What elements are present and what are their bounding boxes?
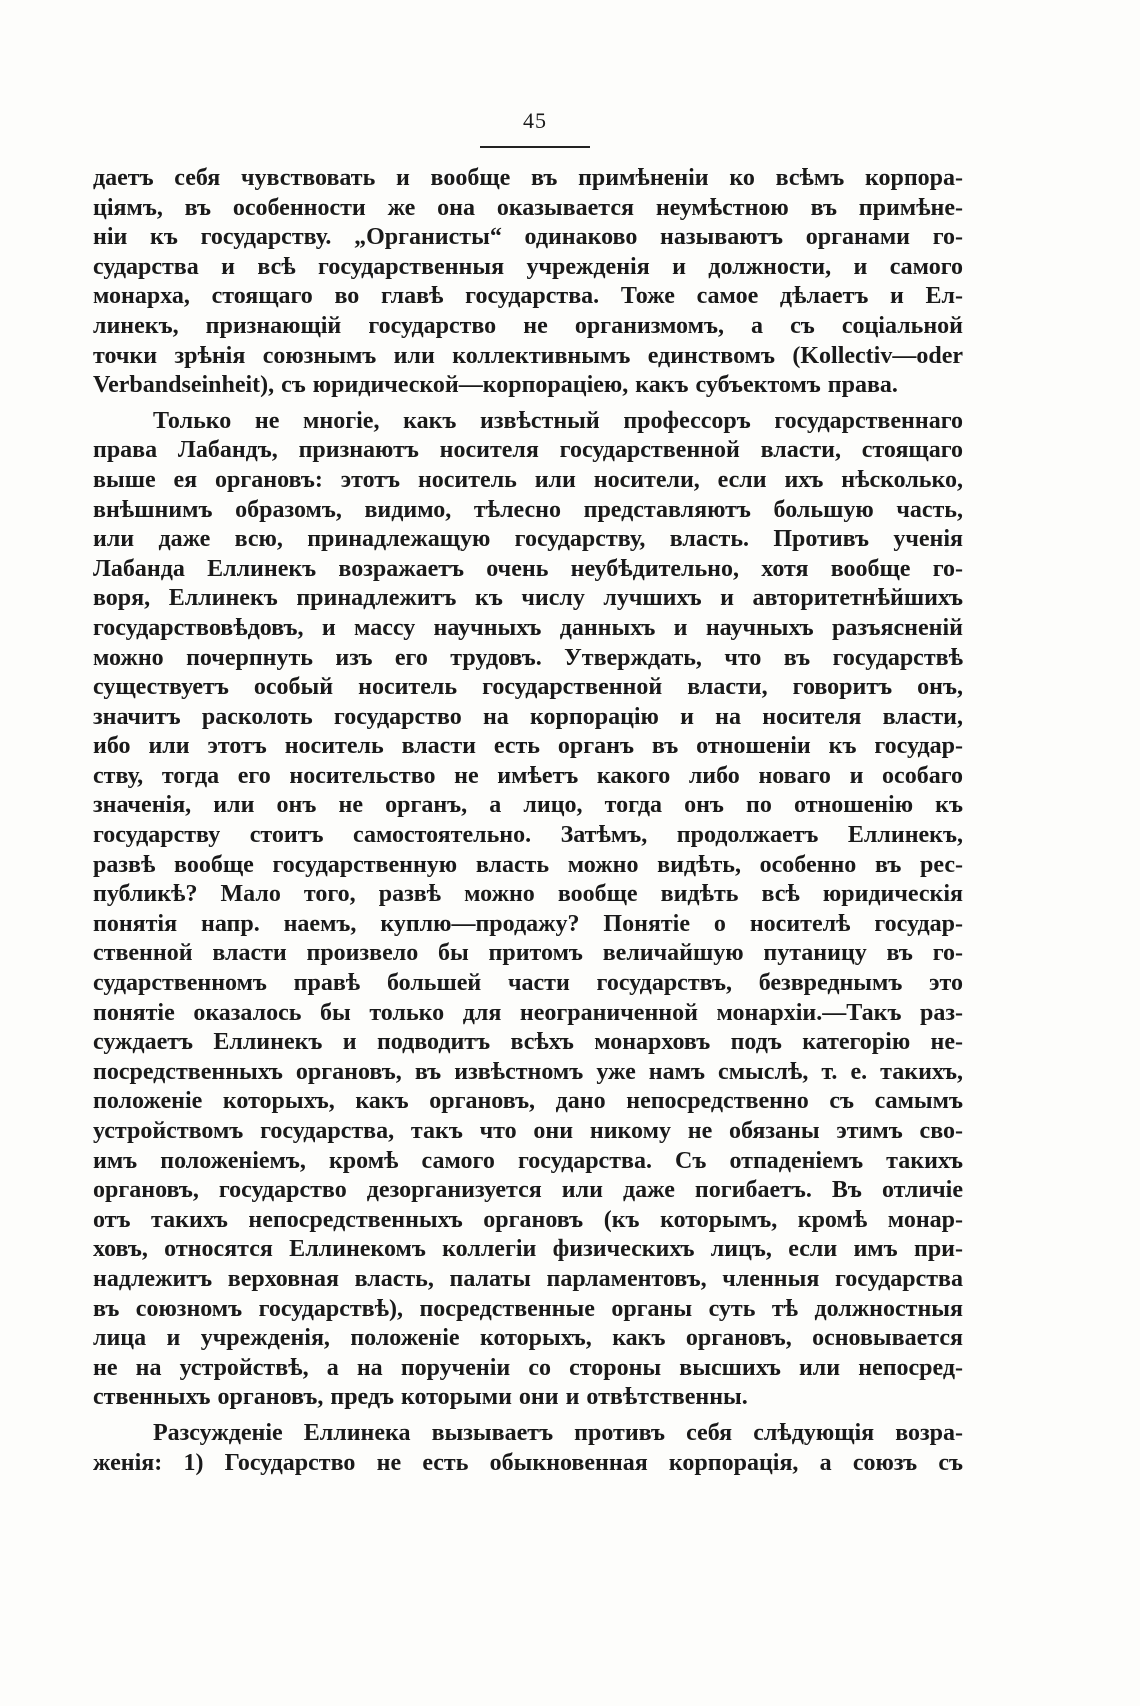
header-rule: [480, 146, 590, 148]
text-line: монарха, стоящаго во главѣ государства. Тоже самое дѣлаетъ и Ел-: [93, 283, 963, 310]
text-line: линекъ, признающій государство не организмомъ, а съ соціальной: [93, 312, 963, 339]
text-line: Разсужденіе Еллинека вызываетъ противъ себя слѣдующія возра-: [153, 1419, 963, 1446]
text-line: внѣшнимъ образомъ, видимо, тѣлесно представляютъ большую часть,: [93, 496, 963, 523]
text-line: сударственномъ правѣ большей части государствъ, безвреднымъ это: [93, 970, 963, 997]
text-line: надлежитъ верховная власть, палаты парламентовъ, членныя государства: [93, 1265, 963, 1292]
text-line: ственныхъ органовъ, предъ которыми они и отвѣтственны.: [93, 1384, 748, 1411]
text-line: Лабанда Еллинекъ возражаетъ очень неубѣдительно, хотя вообще го-: [93, 555, 963, 582]
text-line: Только не многіе, какъ извѣстный профессоръ государственнаго: [153, 407, 963, 434]
text-line: понятія напр. наемъ, куплю—продажу? Понятіе о носителѣ государ-: [93, 910, 963, 937]
text-line: или даже всю, принадлежащую государству, власть. Противъ ученія: [93, 526, 963, 553]
text-line: значенія, или онъ не органъ, а лицо, тогда онъ по отношенію къ: [93, 792, 963, 819]
text-line: государствовѣдовъ, и массу научныхъ данныхъ и научныхъ разъясненій: [93, 614, 963, 641]
text-line: устройствомъ государства, такъ что они никому не обязаны этимъ сво-: [93, 1118, 963, 1144]
text-line: женія: 1) Государство не есть обыкновенная корпорація, а союзъ съ: [93, 1449, 963, 1476]
body-text: [93, 164, 963, 1478]
text-line: значитъ расколоть государство на корпорацію и на носителя власти,: [93, 703, 963, 730]
text-line: Verbandseinheit), съ юридической—корпораціею, какъ субъектомъ права.: [93, 372, 898, 399]
text-line: ціямъ, въ особенности же она оказывается неумѣстною въ примѣне-: [93, 194, 963, 221]
page-number: 45: [523, 108, 547, 133]
text-line: даетъ себя чувствовать и вообще въ примѣненіи ко всѣмъ корпора-: [93, 165, 963, 191]
text-line: сударства и всѣ государственныя учрежденія и должности, и самого: [93, 253, 963, 280]
text-line: ству, тогда его носительство не имѣетъ какого либо новаго и особаго: [93, 762, 963, 789]
text-line: не на устройствѣ, а на порученіи со стороны высшихъ или непосред-: [93, 1354, 963, 1381]
text-line: ибо или этотъ носитель власти есть органъ въ отношеніи къ государ-: [93, 733, 963, 760]
text-line: отъ такихъ непосредственныхъ органовъ (къ которымъ, кромѣ монар-: [93, 1206, 963, 1233]
text-line: воря, Еллинекъ принадлежитъ къ числу лучшихъ и авторитетнѣйшихъ: [93, 585, 963, 612]
text-line: лица и учрежденія, положеніе которыхъ, какъ органовъ, основывается: [93, 1325, 963, 1352]
text-line: суждаетъ Еллинекъ и подводитъ всѣхъ монарховъ подъ категорію не-: [93, 1029, 963, 1056]
text-line: ственной власти произвело бы притомъ величайшую путаницу въ го-: [93, 940, 963, 967]
text-line: понятіе оказалось бы только для неограниченной монархіи.—Такъ раз-: [93, 999, 963, 1026]
text-line: права Лабандъ, признаютъ носителя государственной власти, стоящаго: [93, 437, 963, 464]
text-line: выше ея органовъ: этотъ носитель или носители, если ихъ нѣсколько,: [93, 466, 963, 493]
text-line: точки зрѣнія союзнымъ или коллективнымъ единствомъ (Kollectiv—oder: [93, 342, 963, 369]
text-line: ніи къ государству. „Органисты“ одинаково называютъ органами го-: [93, 224, 963, 251]
text-line: государству стоитъ самостоятельно. Затѣмъ, продолжаетъ Еллинекъ,: [93, 822, 963, 849]
text-line: органовъ, государство дезорганизуется или даже погибаетъ. Въ отличіе: [93, 1177, 963, 1204]
text-line: посредственныхъ органовъ, въ извѣстномъ уже намъ смыслѣ, т. е. такихъ,: [93, 1058, 963, 1085]
text-line: имъ положеніемъ, кромѣ самого государства. Съ отпаденіемъ такихъ: [93, 1147, 963, 1174]
text-line: существуетъ особый носитель государственной власти, говоритъ онъ,: [93, 674, 963, 701]
text-line: въ союзномъ государствѣ), посредственные органы суть тѣ должностныя: [93, 1295, 963, 1322]
text-line: положеніе которыхъ, какъ органовъ, дано непосредственно съ самымъ: [93, 1088, 963, 1115]
text-line: ховъ, относятся Еллинекомъ коллегіи физическихъ лицъ, если имъ при-: [93, 1236, 963, 1263]
text-line: публикѣ? Мало того, развѣ можно вообще видѣть всѣ юридическія: [93, 881, 963, 908]
text-line: развѣ вообще государственную власть можно видѣть, особенно въ рес-: [93, 851, 963, 878]
text-line: можно почерпнуть изъ его трудовъ. Утверждать, что въ государствѣ: [93, 644, 963, 671]
